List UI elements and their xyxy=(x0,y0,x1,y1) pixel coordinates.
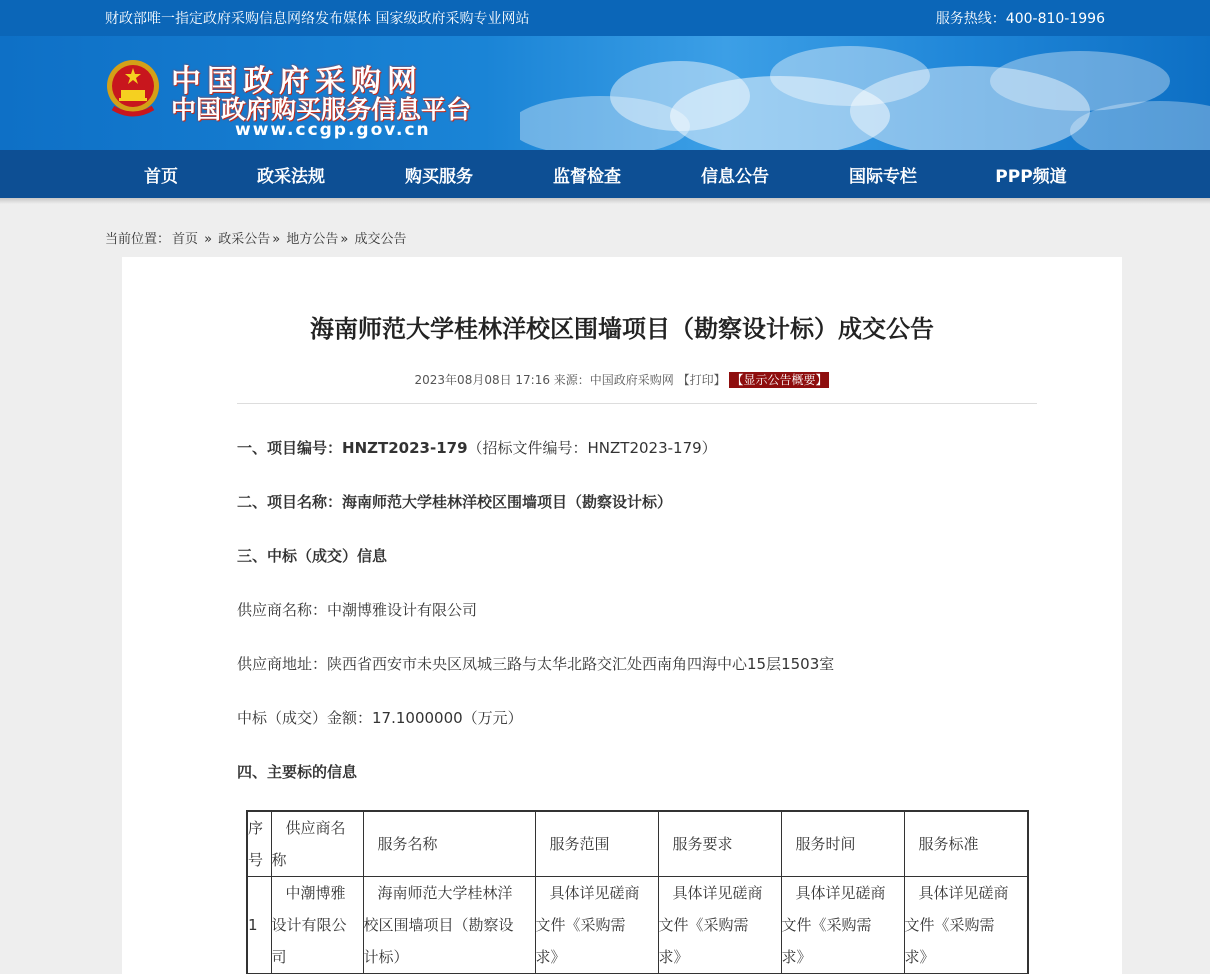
project-number-code: HNZT2023-179 xyxy=(342,439,468,457)
article-meta-text: 2023年08月08日 17:16 来源：中国政府采购网 【打印】 xyxy=(414,373,726,387)
row-standard: 具体详见磋商 文件《采购需 求》 xyxy=(904,877,1028,974)
nav-supervision[interactable]: 监督检查 xyxy=(553,166,621,187)
header-service-name: 服务名称 xyxy=(363,811,535,877)
page-title: 海南师范大学桂林洋校区围墙项目（勘察设计标）成交公告 xyxy=(310,315,934,343)
supplier-address: 供应商地址：陕西省西安市未央区凤城三路与太华北路交汇处西南角四海中心15层1503室 xyxy=(237,655,835,673)
breadcrumb-sep: » xyxy=(204,232,213,247)
site-banner xyxy=(0,36,1210,150)
article-panel xyxy=(122,257,1122,974)
breadcrumb-local[interactable]: 地方公告 xyxy=(286,232,339,247)
row-time: 具体详见磋商 文件《采购需 求》 xyxy=(781,877,904,974)
project-name-text: 二、项目名称：海南师范大学桂林洋校区围墙项目（勘察设计标） xyxy=(237,493,673,511)
main-items-table xyxy=(246,810,1029,974)
breadcrumb-announcements[interactable]: 政采公告 xyxy=(218,232,271,247)
main-items-heading: 四、主要标的信息 xyxy=(237,763,358,781)
project-number-label: 一、项目编号： xyxy=(237,439,343,457)
header-supplier: 供应商名 称 xyxy=(271,811,363,877)
header-scope: 服务范围 xyxy=(535,811,658,877)
nav-home[interactable]: 首页 xyxy=(144,166,178,187)
service-hotline: 服务热线：400-810-1996 xyxy=(935,11,1105,27)
winning-info-heading: 三、中标（成交）信息 xyxy=(237,547,388,565)
row-requirement: 具体详见磋商 文件《采购需 求》 xyxy=(658,877,781,974)
divider xyxy=(237,403,1037,404)
top-bar xyxy=(0,0,1210,36)
breadcrumb-current[interactable]: 成交公告 xyxy=(354,232,407,247)
main-nav xyxy=(0,150,1210,198)
national-emblem-icon xyxy=(105,56,161,120)
project-number-note: （招标文件编号：HNZT2023-179） xyxy=(467,439,717,457)
winning-amount: 中标（成交）金额：17.1000000（万元） xyxy=(237,709,523,727)
table-header-row xyxy=(247,811,1028,877)
header-time: 服务时间 xyxy=(781,811,904,877)
section-main-items xyxy=(237,761,357,782)
breadcrumb-home[interactable]: 首页 xyxy=(172,232,199,247)
section-project-number xyxy=(237,437,717,458)
site-slogan: 财政部唯一指定政府采购信息网络发布媒体 国家级政府采购专业网站 xyxy=(105,11,530,27)
nav-purchase-services[interactable]: 购买服务 xyxy=(405,166,473,187)
logo-url: www.ccgp.gov.cn xyxy=(235,120,431,140)
logo-title: 中国政府采购网 xyxy=(171,64,423,99)
table-row xyxy=(247,877,1028,974)
nav-international[interactable]: 国际专栏 xyxy=(849,166,917,187)
breadcrumb-sep: » xyxy=(340,232,349,247)
header-requirement: 服务要求 xyxy=(658,811,781,877)
header-no: 序 号 xyxy=(247,811,271,877)
breadcrumb-sep: » xyxy=(272,232,281,247)
section-winning-info xyxy=(237,545,387,566)
supplier-name: 供应商名称：中潮博雅设计有限公司 xyxy=(237,601,478,619)
row-supplier: 中潮博雅 设计有限公 司 xyxy=(271,877,363,974)
breadcrumb-prefix: 当前位置： xyxy=(105,232,171,247)
logo-subtitle: 中国政府购买服务信息平台 xyxy=(171,95,472,124)
article-meta xyxy=(122,371,1122,388)
row-no: 1 xyxy=(247,877,271,974)
section-project-name xyxy=(237,491,672,512)
nav-announcements[interactable]: 信息公告 xyxy=(701,166,769,187)
header-standard: 服务标准 xyxy=(904,811,1028,877)
nav-regulations[interactable]: 政采法规 xyxy=(257,166,325,187)
breadcrumb xyxy=(105,204,1105,263)
show-summary-button[interactable]: 【显示公告概要】 xyxy=(731,373,828,387)
nav-ppp[interactable]: PPP频道 xyxy=(995,166,1067,187)
row-service-name: 海南师范大学桂林洋 校区围墙项目（勘察设 计标） xyxy=(363,877,535,974)
row-scope: 具体详见磋商 文件《采购需 求》 xyxy=(535,877,658,974)
